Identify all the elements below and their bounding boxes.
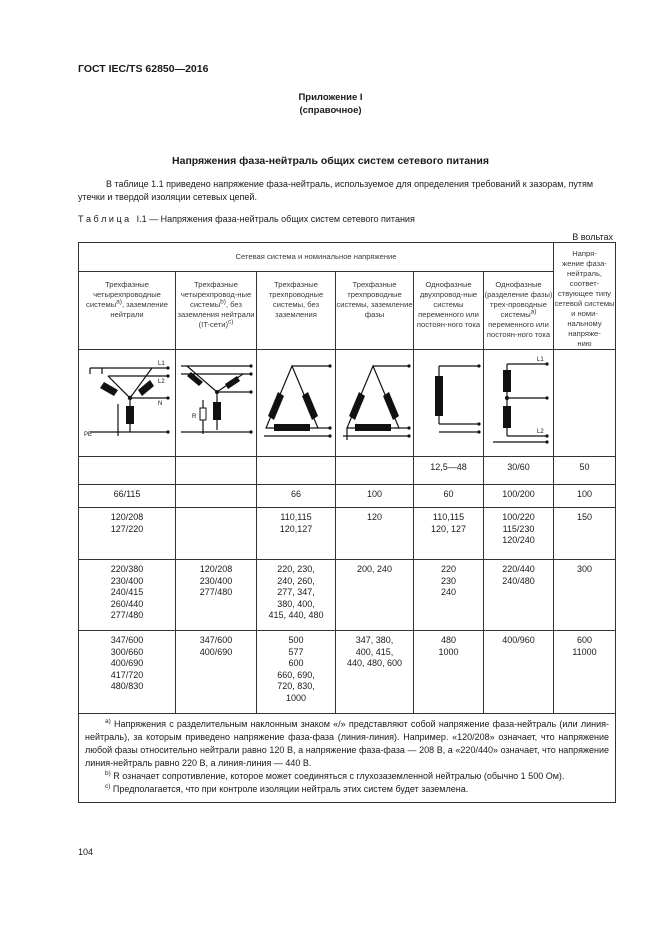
r4-c2: 500 577 600 660, 690, 720, 830, 1000 xyxy=(257,631,336,714)
r0-c6: 50 xyxy=(554,457,616,485)
r3-c4: 220 230 240 xyxy=(414,560,484,631)
note-a: $^{a)}$ Напряжения с разделительным наклонным знаком «/» представляют собой напряжение фаза-нейтраль (или линия-нейтраль), за которым приведено напряжение фаза-фаза (линия-линия). Например. «120/208» означает, что напряжение любой фазы относительно нейтрали равно 120 В, а напряжение фаза-фаза — 208 В, а «220/440» означает, что напряжение линия-нейтраль равно 220 В, а линия-линия — 440 В. xyxy=(85,718,609,768)
header-col-2: Трехфазные четырехпровод-ные системы$^{b)}$, без заземления нейтрали (IT-сети)$^{c)}$ xyxy=(176,272,257,350)
page-number: 104 xyxy=(78,847,94,857)
r3-c0: 220/380 230/400 240/415 260/440 277/480 xyxy=(79,560,176,631)
r1-c0: 66/115 xyxy=(79,485,176,508)
annex-subtitle: (справочное) xyxy=(299,105,362,116)
r2-c3: 120 xyxy=(336,508,414,560)
single-phase-schematic xyxy=(415,352,483,452)
r2-c6: 150 xyxy=(554,508,616,560)
r3-c2: 220, 230, 240, 260, 277, 347, 380, 400, 415, 440, 480 xyxy=(257,560,336,631)
r2-c4: 110,115 120, 127 xyxy=(414,508,484,560)
label-l1-split: L1 xyxy=(536,356,544,363)
header-col-1: Трехфазные четырехпроводные системы$^{a)}$, заземление нейтрали xyxy=(79,272,176,350)
header-col-5: Однофазные двухпровод-ные системы переменного или постоян-ного тока xyxy=(414,272,484,350)
delta-ungrounded-schematic xyxy=(258,352,334,452)
r2-c5: 100/220 115/230 120/240 xyxy=(484,508,554,560)
label-n: N xyxy=(158,400,163,407)
r0-c4: 12,5—48 xyxy=(414,457,484,485)
r3-c3: 200, 240 xyxy=(336,560,414,631)
r1-c1 xyxy=(176,485,257,508)
section-title: Напряжения фаза-нейтраль общих систем сетевого питания xyxy=(172,155,489,167)
r3-c1: 120/208 230/400 277/480 xyxy=(176,560,257,631)
header-col-3: Трехфазные трехпроводные системы, без заземления xyxy=(257,272,336,350)
delta-grounded-schematic xyxy=(337,352,413,452)
diagram-delta-grounded xyxy=(336,350,414,457)
star-grounded-schematic xyxy=(80,352,174,452)
intro-paragraph: В таблице 1.1 приведено напряжение фаза-нейтраль, используемое для определения требований к зазорам, путям утечки и твердой изоляции сетевых цепей. xyxy=(78,179,594,202)
r0-c2 xyxy=(257,457,336,485)
label-l2: L2 xyxy=(158,378,165,385)
r4-c0: 347/600 300/660 400/690 417/720 480/830 xyxy=(79,631,176,714)
r0-c3 xyxy=(336,457,414,485)
label-r: R xyxy=(192,413,197,420)
document-header: ГОСТ IEC/TS 62850—2016 xyxy=(78,63,209,75)
unit-label: В вольтах xyxy=(572,232,613,242)
r3-c6: 300 xyxy=(554,560,616,631)
r1-c6: 100 xyxy=(554,485,616,508)
r2-c0: 120/208 127/220 xyxy=(79,508,176,560)
r4-c3: 347, 380, 400, 415, 440, 480, 600 xyxy=(336,631,414,714)
r1-c2: 66 xyxy=(257,485,336,508)
r3-c5: 220/440 240/480 xyxy=(484,560,554,631)
diagram-split-phase xyxy=(484,350,554,457)
header-col-4: Трехфазные трехпроводные системы, заземление фазы xyxy=(336,272,414,350)
note-b: $^{b)}$ R означает сопротивление, которое может соединяться с глухозаземленной нейтралью (обычно 1 500 Ом). xyxy=(105,770,565,781)
r1-c4: 60 xyxy=(414,485,484,508)
annex-title: Приложение I xyxy=(298,92,363,103)
diagram-star-resistor xyxy=(176,350,257,457)
r0-c0 xyxy=(79,457,176,485)
voltage-table xyxy=(78,242,616,803)
star-resistor-schematic xyxy=(177,352,255,452)
diagram-single-phase xyxy=(414,350,484,457)
r2-c2: 110,115 120,127 xyxy=(257,508,336,560)
r0-c1 xyxy=(176,457,257,485)
table-notes xyxy=(79,714,616,803)
label-pe: PE xyxy=(84,431,93,438)
diagram-empty xyxy=(554,350,616,457)
r4-c5: 400/960 xyxy=(484,631,554,714)
table-caption: Т а б л и ц а I.1 — Напряжения фаза-нейтраль общих систем сетевого питания xyxy=(78,214,415,224)
group-header: Сетевая система и номинальное напряжение xyxy=(79,243,554,272)
r4-c6: 600 11000 xyxy=(554,631,616,714)
diagram-star-grounded xyxy=(79,350,176,457)
r1-c3: 100 xyxy=(336,485,414,508)
label-l2-split: L2 xyxy=(536,428,544,435)
r4-c4: 480 1000 xyxy=(414,631,484,714)
label-l1: L1 xyxy=(158,360,165,367)
r4-c1: 347/600 400/690 xyxy=(176,631,257,714)
header-col-6: Однофазные (разделение фазы) трех-проводные системы$^{a)}$ переменного или постоян-ного тока xyxy=(484,272,554,350)
note-c: $^{c)}$ Предполагается, что при контроле изоляции нейтраль этих систем будет заземлена. xyxy=(105,783,469,794)
r0-c5: 30/60 xyxy=(484,457,554,485)
header-phase-neutral: Напря- жение фаза- нейтраль, соответ- ствующее типу сетевой системы и номи- нальному напряже- нию xyxy=(554,243,616,350)
r2-c1 xyxy=(176,508,257,560)
r1-c5: 100/200 xyxy=(484,485,554,508)
diagram-delta-ungrounded xyxy=(257,350,336,457)
split-phase-schematic xyxy=(485,352,553,452)
